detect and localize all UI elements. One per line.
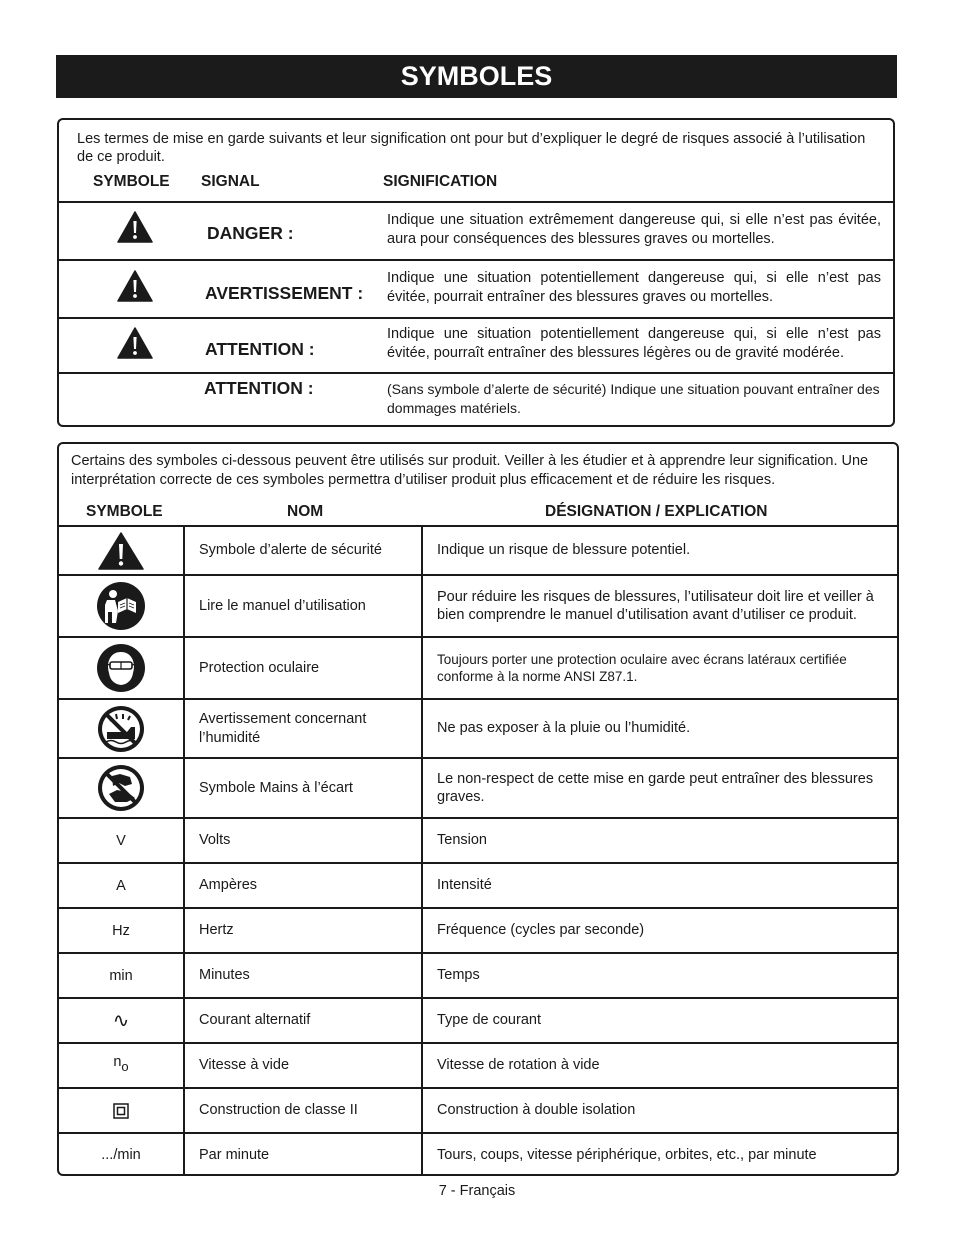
table-row [59,636,897,698]
signal-words-box [57,118,895,427]
symbol-n: n [113,1053,122,1070]
name-cell: Protection oculaire [183,638,421,698]
explanation-cell: Temps [421,954,897,997]
table-row [59,1087,897,1132]
symbol-cell [59,759,183,817]
explanation-cell: Vitesse de rotation à vide [421,1044,897,1087]
table-row [59,997,897,1042]
eye-protection-icon [96,643,146,693]
name-cell: Minutes [183,954,421,997]
explanation-cell: Tension [421,819,897,862]
signal-label: ATTENTION : [205,339,315,359]
symbol-cell: .../min [101,1147,141,1163]
symbol-cell [59,527,183,574]
symbol-subscript: o [121,1059,129,1074]
signal-label: AVERTISSEMENT : [205,283,364,303]
explanation-cell: Toujours porter une protection oculaire avec écrans latéraux certifiée conforme à la norme ANSI Z87.1. [421,638,897,698]
explanation-cell: Type de courant [421,999,897,1042]
explanation-cell: Pour réduire les risques de blessures, l’utilisateur doit lire et veiller à bien comprendre le manuel d’utilisation avant d’utiliser ce produit. [421,576,897,636]
signal-meaning: Indique une situation potentiellement dangereuse qui, si elle n’est pas évitée, pourraît entraîner des blessures légères ou de gravité modérée. [387,326,881,361]
symbol-cell: V [116,832,126,849]
explanation-cell: Le non-respect de cette mise en garde peut entraîner des blessures graves. [421,759,897,817]
signal-row-caution [59,317,893,373]
symbol-cell [59,1089,183,1132]
name-cell: Ampères [183,864,421,907]
signal-meaning: (Sans symbole d’alerte de sécurité) Indique une situation pouvant entraîner des dommages matériels. [387,381,880,416]
table-row [59,1042,897,1087]
explanation-cell: Construction à double isolation [421,1089,897,1132]
name-cell: Symbole d’alerte de sécurité [183,527,421,574]
name-cell: Symbole Mains à l’écart [183,759,421,817]
explanation-cell: Tours, coups, vitesse périphérique, orbites, etc., par minute [421,1134,897,1176]
table-row [59,757,897,817]
safety-alert-icon [98,532,144,570]
signal-row-warning [59,259,893,318]
table-row [59,817,897,862]
symbols-intro: Certains des symboles ci-dessous peuvent être utilisés sur produit. Veiller à les étudier et à apprendre leur signification. Une interprétation correcte de ces symboles permettra d’utiliser produit plus efficacement et de réduire les risques. [71,453,869,488]
double-insulation-icon [113,1103,129,1119]
signal-row-danger [59,201,893,260]
header-meaning: SIGNIFICATION [383,173,498,190]
signal-label: ATTENTION : [204,378,314,398]
signal-label: DANGER : [207,223,294,243]
warning-triangle-icon [117,211,153,243]
table-row [59,525,897,574]
read-manual-icon [96,581,146,631]
signal-meaning: Indique une situation extrêmement dangereuse qui, si elle n’est pas évitée, aura pour conséquences des blessures graves ou mortelles. [387,212,881,247]
header-symbol: SYMBOLE [93,173,170,190]
symbol-cell: A [116,877,126,894]
warning-triangle-icon [117,270,153,302]
name-cell: Avertissement concernant l’humidité [183,700,421,757]
explanation-cell: Intensité [421,864,897,907]
signal-meaning: Indique une situation potentiellement dangereuse qui, si elle n’est pas évitée, pourrait entraîner des blessures graves ou mortelles. [387,270,881,305]
page-footer: 7 - Français [438,1183,516,1199]
header-signal: SIGNAL [201,173,260,190]
symbol-cell: min [109,967,133,984]
header-name: NOM [287,503,324,520]
table-row [59,907,897,952]
alternating-current-icon: ∿ [112,1010,130,1032]
explanation-cell: Ne pas exposer à la pluie ou l’humidité. [421,700,897,757]
table-row [59,698,897,757]
no-rain-icon [97,705,145,753]
page-title: SYMBOLES [56,55,897,98]
header-symbol: SYMBOLE [86,503,163,520]
name-cell: Volts [183,819,421,862]
name-cell: Courant alternatif [183,999,421,1042]
symbol-cell [59,700,183,757]
name-cell: Par minute [183,1134,421,1176]
symbol-cell [59,576,183,636]
warning-triangle-icon [117,327,153,359]
symbol-cell: Hz [112,922,130,939]
symbol-cell [59,638,183,698]
symbols-box [57,442,899,1176]
table-row [59,952,897,997]
symbol-cell [59,1044,183,1087]
table-row [59,862,897,907]
name-cell: Hertz [183,909,421,952]
name-cell: Construction de classe II [183,1089,421,1132]
explanation-cell: Indique un risque de blessure potentiel. [421,527,897,574]
table-row [59,1132,897,1176]
hands-clear-icon [97,764,145,812]
signal-row-notice [59,372,893,427]
name-cell: Lire le manuel d’utilisation [183,576,421,636]
name-cell: Vitesse à vide [183,1044,421,1087]
explanation-cell: Fréquence (cycles par seconde) [421,909,897,952]
table-row [59,574,897,636]
signal-intro: Les termes de mise en garde suivants et leur signification ont pour but d’expliquer le degré de risques associé à l’utilisation de ce produit. [77,131,866,165]
header-designation: DÉSIGNATION / EXPLICATION [545,503,768,520]
